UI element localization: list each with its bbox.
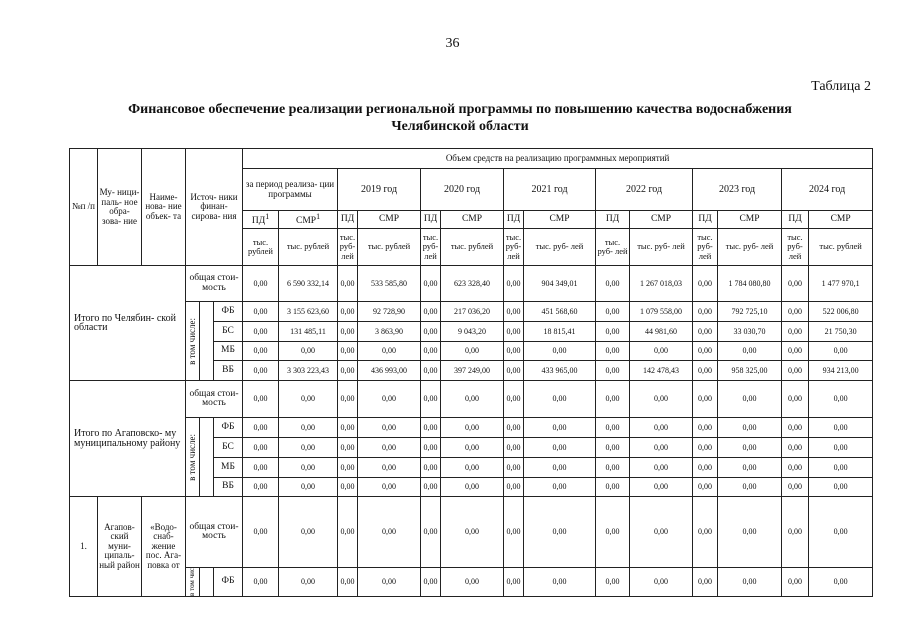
value-cell: 0,00 [441,438,504,458]
value-cell: 0,00 [782,302,809,322]
header-year-2020: 2020 год [421,169,504,211]
total-cost-label: общая стои- мость [186,497,243,568]
incl-label: в том числе: [186,317,197,365]
value-cell: 0,00 [718,418,782,438]
value-cell: 0,00 [596,497,630,568]
value-cell: 0,00 [718,568,782,597]
value-cell: 0,00 [782,478,809,497]
value-cell: 0,00 [243,458,279,478]
value-cell: 0,00 [338,342,358,361]
value-cell: 0,00 [504,342,524,361]
value-cell: 0,00 [338,497,358,568]
unit-smr: тыс. руб- лей [524,229,596,266]
header-pd: ПД [693,211,718,229]
value-cell: 0,00 [338,302,358,322]
value-cell: 0,00 [243,438,279,458]
header-object: Наиме- нова- ние объек- та [142,149,186,266]
value-cell: 0,00 [596,302,630,322]
value-cell: 0,00 [441,497,504,568]
value-cell: 1 477 970,1 [809,266,873,302]
value-cell: 0,00 [718,458,782,478]
value-cell: 0,00 [358,438,421,458]
value-cell: 0,00 [441,418,504,438]
value-cell: 0,00 [693,458,718,478]
value-cell: 0,00 [338,478,358,497]
value-cell: 0,00 [693,478,718,497]
value-cell: 0,00 [358,418,421,438]
header-year-2023: 2023 год [693,169,782,211]
value-cell: 0,00 [630,381,693,418]
value-cell: 0,00 [421,361,441,381]
value-cell: 9 043,20 [441,322,504,342]
value-cell: 0,00 [358,342,421,361]
section-name-chel: Итого по Челябин- ской области [70,266,186,381]
value-cell: 0,00 [279,438,338,458]
value-cell: 0,00 [421,342,441,361]
value-cell: 792 725,10 [718,302,782,322]
value-cell: 0,00 [279,381,338,418]
value-cell: 436 993,00 [358,361,421,381]
value-cell: 0,00 [504,418,524,438]
section-name-agap: Итого по Агаповско- му муниципальному району [70,381,186,497]
unit-smr: тыс. руб- лей [630,229,693,266]
value-cell: 0,00 [441,568,504,597]
header-year-2024: 2024 год [782,169,873,211]
value-cell: 0,00 [358,458,421,478]
value-cell: 0,00 [504,266,524,302]
value-cell: 0,00 [279,478,338,497]
value-cell: 0,00 [441,478,504,497]
incl-spacer [200,568,214,597]
value-cell: 0,00 [338,568,358,597]
unit-pd-period: тыс. рублей [243,229,279,266]
value-cell: 0,00 [243,342,279,361]
value-cell: 0,00 [279,418,338,438]
value-cell: 0,00 [504,361,524,381]
value-cell: 0,00 [358,381,421,418]
value-cell: 0,00 [279,342,338,361]
source-mb: МБ [214,458,243,478]
header-smr-period: СМР$^1$ [279,211,338,229]
value-cell: 0,00 [718,478,782,497]
value-cell: 0,00 [504,381,524,418]
value-cell: 0,00 [809,497,873,568]
value-cell: 0,00 [718,381,782,418]
header-source: Источ- ники финан- сирова- ния [186,149,243,266]
value-cell: 0,00 [809,568,873,597]
value-cell: 44 981,60 [630,322,693,342]
value-cell: 0,00 [524,458,596,478]
value-cell: 0,00 [504,322,524,342]
value-cell: 1 079 558,00 [630,302,693,322]
header-smr: СМР [809,211,873,229]
value-cell: 0,00 [693,497,718,568]
row-agap-total [70,381,873,418]
unit-pd: тыс. руб- лей [693,229,718,266]
value-cell: 0,00 [693,438,718,458]
value-cell: 0,00 [338,418,358,438]
value-cell: 0,00 [718,497,782,568]
value-cell: 0,00 [421,458,441,478]
header-pd: ПД [596,211,630,229]
unit-pd: тыс. руб- лей [782,229,809,266]
incl-cell [186,418,200,497]
header-row-1 [70,149,873,169]
source-mb: МБ [214,342,243,361]
incl-spacer [200,302,214,381]
row-item1-total [70,497,873,568]
value-cell: 0,00 [596,478,630,497]
value-cell: 0,00 [782,381,809,418]
value-cell: 0,00 [504,497,524,568]
value-cell: 0,00 [782,266,809,302]
unit-smr: тыс. рублей [358,229,421,266]
value-cell: 0,00 [421,266,441,302]
source-bs: БС [214,438,243,458]
value-cell: 934 213,00 [809,361,873,381]
value-cell: 433 965,00 [524,361,596,381]
value-cell: 0,00 [596,438,630,458]
value-cell: 0,00 [358,568,421,597]
value-cell: 0,00 [524,497,596,568]
header-smr: СМР [524,211,596,229]
value-cell: 0,00 [421,418,441,438]
header-period: за период реализа- ции программы [243,169,338,211]
value-cell: 21 750,30 [809,322,873,342]
value-cell: 0,00 [504,478,524,497]
unit-pd: тыс. руб- лей [338,229,358,266]
item-number: 1. [70,497,98,597]
value-cell: 0,00 [596,418,630,438]
header-year-2021: 2021 год [504,169,596,211]
value-cell: 0,00 [524,438,596,458]
source-fb: ФБ [214,418,243,438]
value-cell: 0,00 [630,418,693,438]
header-smr: СМР [358,211,421,229]
value-cell: 0,00 [630,497,693,568]
header-year-2022: 2022 год [596,169,693,211]
value-cell: 217 036,20 [441,302,504,322]
row-chel-total [70,266,873,302]
value-cell: 0,00 [524,478,596,497]
header-smr: СМР [441,211,504,229]
value-cell: 0,00 [596,568,630,597]
title-line-2: Челябинской области [391,119,529,134]
value-cell: 0,00 [718,438,782,458]
value-cell: 0,00 [809,478,873,497]
value-cell: 0,00 [504,568,524,597]
source-bs: БС [214,322,243,342]
header-smr: СМР [718,211,782,229]
source-fb: ФБ [214,302,243,322]
value-cell: 0,00 [596,322,630,342]
value-cell: 0,00 [782,458,809,478]
value-cell: 0,00 [693,322,718,342]
value-cell: 0,00 [421,497,441,568]
page-number: 36 [445,36,460,51]
value-cell: 0,00 [243,302,279,322]
value-cell: 131 485,11 [279,322,338,342]
value-cell: 0,00 [782,361,809,381]
document-title [60,101,860,135]
value-cell: 0,00 [524,381,596,418]
header-municipality: Му- ници- паль- ное обра- зова- ние [98,149,142,266]
value-cell: 0,00 [279,497,338,568]
title-line-1: Финансовое обеспечение реализации региональной программы по повышению качества водоснабжения [128,102,792,117]
source-fb: ФБ [214,568,243,597]
value-cell: 6 590 332,14 [279,266,338,302]
value-cell: 0,00 [358,478,421,497]
value-cell: 0,00 [421,302,441,322]
unit-smr: тыс. рублей [441,229,504,266]
value-cell: 0,00 [596,458,630,478]
value-cell: 397 249,00 [441,361,504,381]
value-cell: 0,00 [630,458,693,478]
value-cell: 142 478,43 [630,361,693,381]
value-cell: 0,00 [338,381,358,418]
value-cell: 0,00 [421,438,441,458]
value-cell: 0,00 [421,381,441,418]
value-cell: 3 863,90 [358,322,421,342]
value-cell: 0,00 [809,458,873,478]
value-cell: 92 728,90 [358,302,421,322]
value-cell: 0,00 [809,418,873,438]
value-cell: 0,00 [338,322,358,342]
value-cell: 0,00 [809,342,873,361]
header-smr: СМР [630,211,693,229]
value-cell: 623 328,40 [441,266,504,302]
incl-label: в том чис [187,568,196,596]
value-cell: 0,00 [243,322,279,342]
value-cell: 0,00 [809,381,873,418]
total-cost-label: общая стои- мость [186,381,243,418]
value-cell: 0,00 [243,266,279,302]
value-cell: 1 784 080,80 [718,266,782,302]
value-cell: 0,00 [504,302,524,322]
value-cell: 0,00 [782,568,809,597]
value-cell: 0,00 [693,568,718,597]
incl-spacer [200,418,214,497]
value-cell: 0,00 [338,458,358,478]
unit-smr: тыс. рублей [809,229,873,266]
value-cell: 33 030,70 [718,322,782,342]
header-pd-period: $ПД^1$ [243,211,279,229]
row-agap-fb [70,418,873,438]
value-cell: 0,00 [596,381,630,418]
value-cell: 0,00 [243,497,279,568]
value-cell: 0,00 [596,266,630,302]
unit-pd: тыс. руб- лей [596,229,630,266]
header-num: №п /п [70,149,98,266]
unit-smr-period: тыс. рублей [279,229,338,266]
row-chel-fb [70,302,873,322]
value-cell: 451 568,60 [524,302,596,322]
value-cell: 958 325,00 [718,361,782,381]
value-cell: 0,00 [421,478,441,497]
header-pd: ПД [338,211,358,229]
value-cell: 0,00 [596,361,630,381]
value-cell: 522 006,80 [809,302,873,322]
value-cell: 0,00 [243,568,279,597]
value-cell: 18 815,41 [524,322,596,342]
value-cell: 0,00 [809,438,873,458]
row-item1-fb [70,568,873,597]
value-cell: 533 585,80 [358,266,421,302]
header-pd: ПД [782,211,809,229]
value-cell: 3 155 623,60 [279,302,338,322]
value-cell: 0,00 [441,458,504,478]
incl-cell [186,568,200,597]
value-cell: 0,00 [596,342,630,361]
source-vb: ВБ [214,361,243,381]
value-cell: 0,00 [524,568,596,597]
value-cell: 0,00 [693,302,718,322]
value-cell: 0,00 [782,438,809,458]
total-cost-label: общая стои- мость [186,266,243,302]
value-cell: 0,00 [421,568,441,597]
value-cell: 0,00 [421,322,441,342]
value-cell: 0,00 [243,381,279,418]
value-cell: 0,00 [243,478,279,497]
value-cell: 0,00 [338,266,358,302]
value-cell: 0,00 [693,266,718,302]
value-cell: 0,00 [782,342,809,361]
value-cell: 1 267 018,03 [630,266,693,302]
table-label: Таблица 2 [811,79,871,94]
header-pd: ПД [504,211,524,229]
financing-table [69,148,873,597]
item-municipality: Агапов- ский муни- ципаль- ный район [98,497,142,597]
value-cell: 0,00 [630,438,693,458]
source-vb: ВБ [214,478,243,497]
header-year-2019: 2019 год [338,169,421,211]
value-cell: 0,00 [630,568,693,597]
value-cell: 0,00 [338,438,358,458]
value-cell: 0,00 [279,458,338,478]
value-cell: 0,00 [524,418,596,438]
value-cell: 0,00 [243,361,279,381]
value-cell: 0,00 [441,381,504,418]
value-cell: 0,00 [693,381,718,418]
value-cell: 0,00 [524,342,596,361]
unit-pd: тыс. руб- лей [421,229,441,266]
header-pd: ПД [421,211,441,229]
value-cell: 3 303 223,43 [279,361,338,381]
value-cell: 904 349,01 [524,266,596,302]
value-cell: 0,00 [441,342,504,361]
unit-smr: тыс. руб- лей [718,229,782,266]
unit-pd: тыс. руб- лей [504,229,524,266]
incl-cell [186,302,200,381]
header-volume: Объем средств на реализацию программных мероприятий [243,149,873,169]
value-cell: 0,00 [782,497,809,568]
value-cell: 0,00 [504,458,524,478]
value-cell: 0,00 [630,342,693,361]
value-cell: 0,00 [358,497,421,568]
value-cell: 0,00 [279,568,338,597]
value-cell: 0,00 [338,361,358,381]
value-cell: 0,00 [693,418,718,438]
value-cell: 0,00 [693,342,718,361]
value-cell: 0,00 [243,418,279,438]
value-cell: 0,00 [782,322,809,342]
value-cell: 0,00 [718,342,782,361]
value-cell: 0,00 [782,418,809,438]
value-cell: 0,00 [630,478,693,497]
item-object: «Водо- снаб- жение пос. Ага- повка от [142,497,186,597]
incl-label: в том числе: [186,433,197,481]
value-cell: 0,00 [504,438,524,458]
value-cell: 0,00 [693,361,718,381]
